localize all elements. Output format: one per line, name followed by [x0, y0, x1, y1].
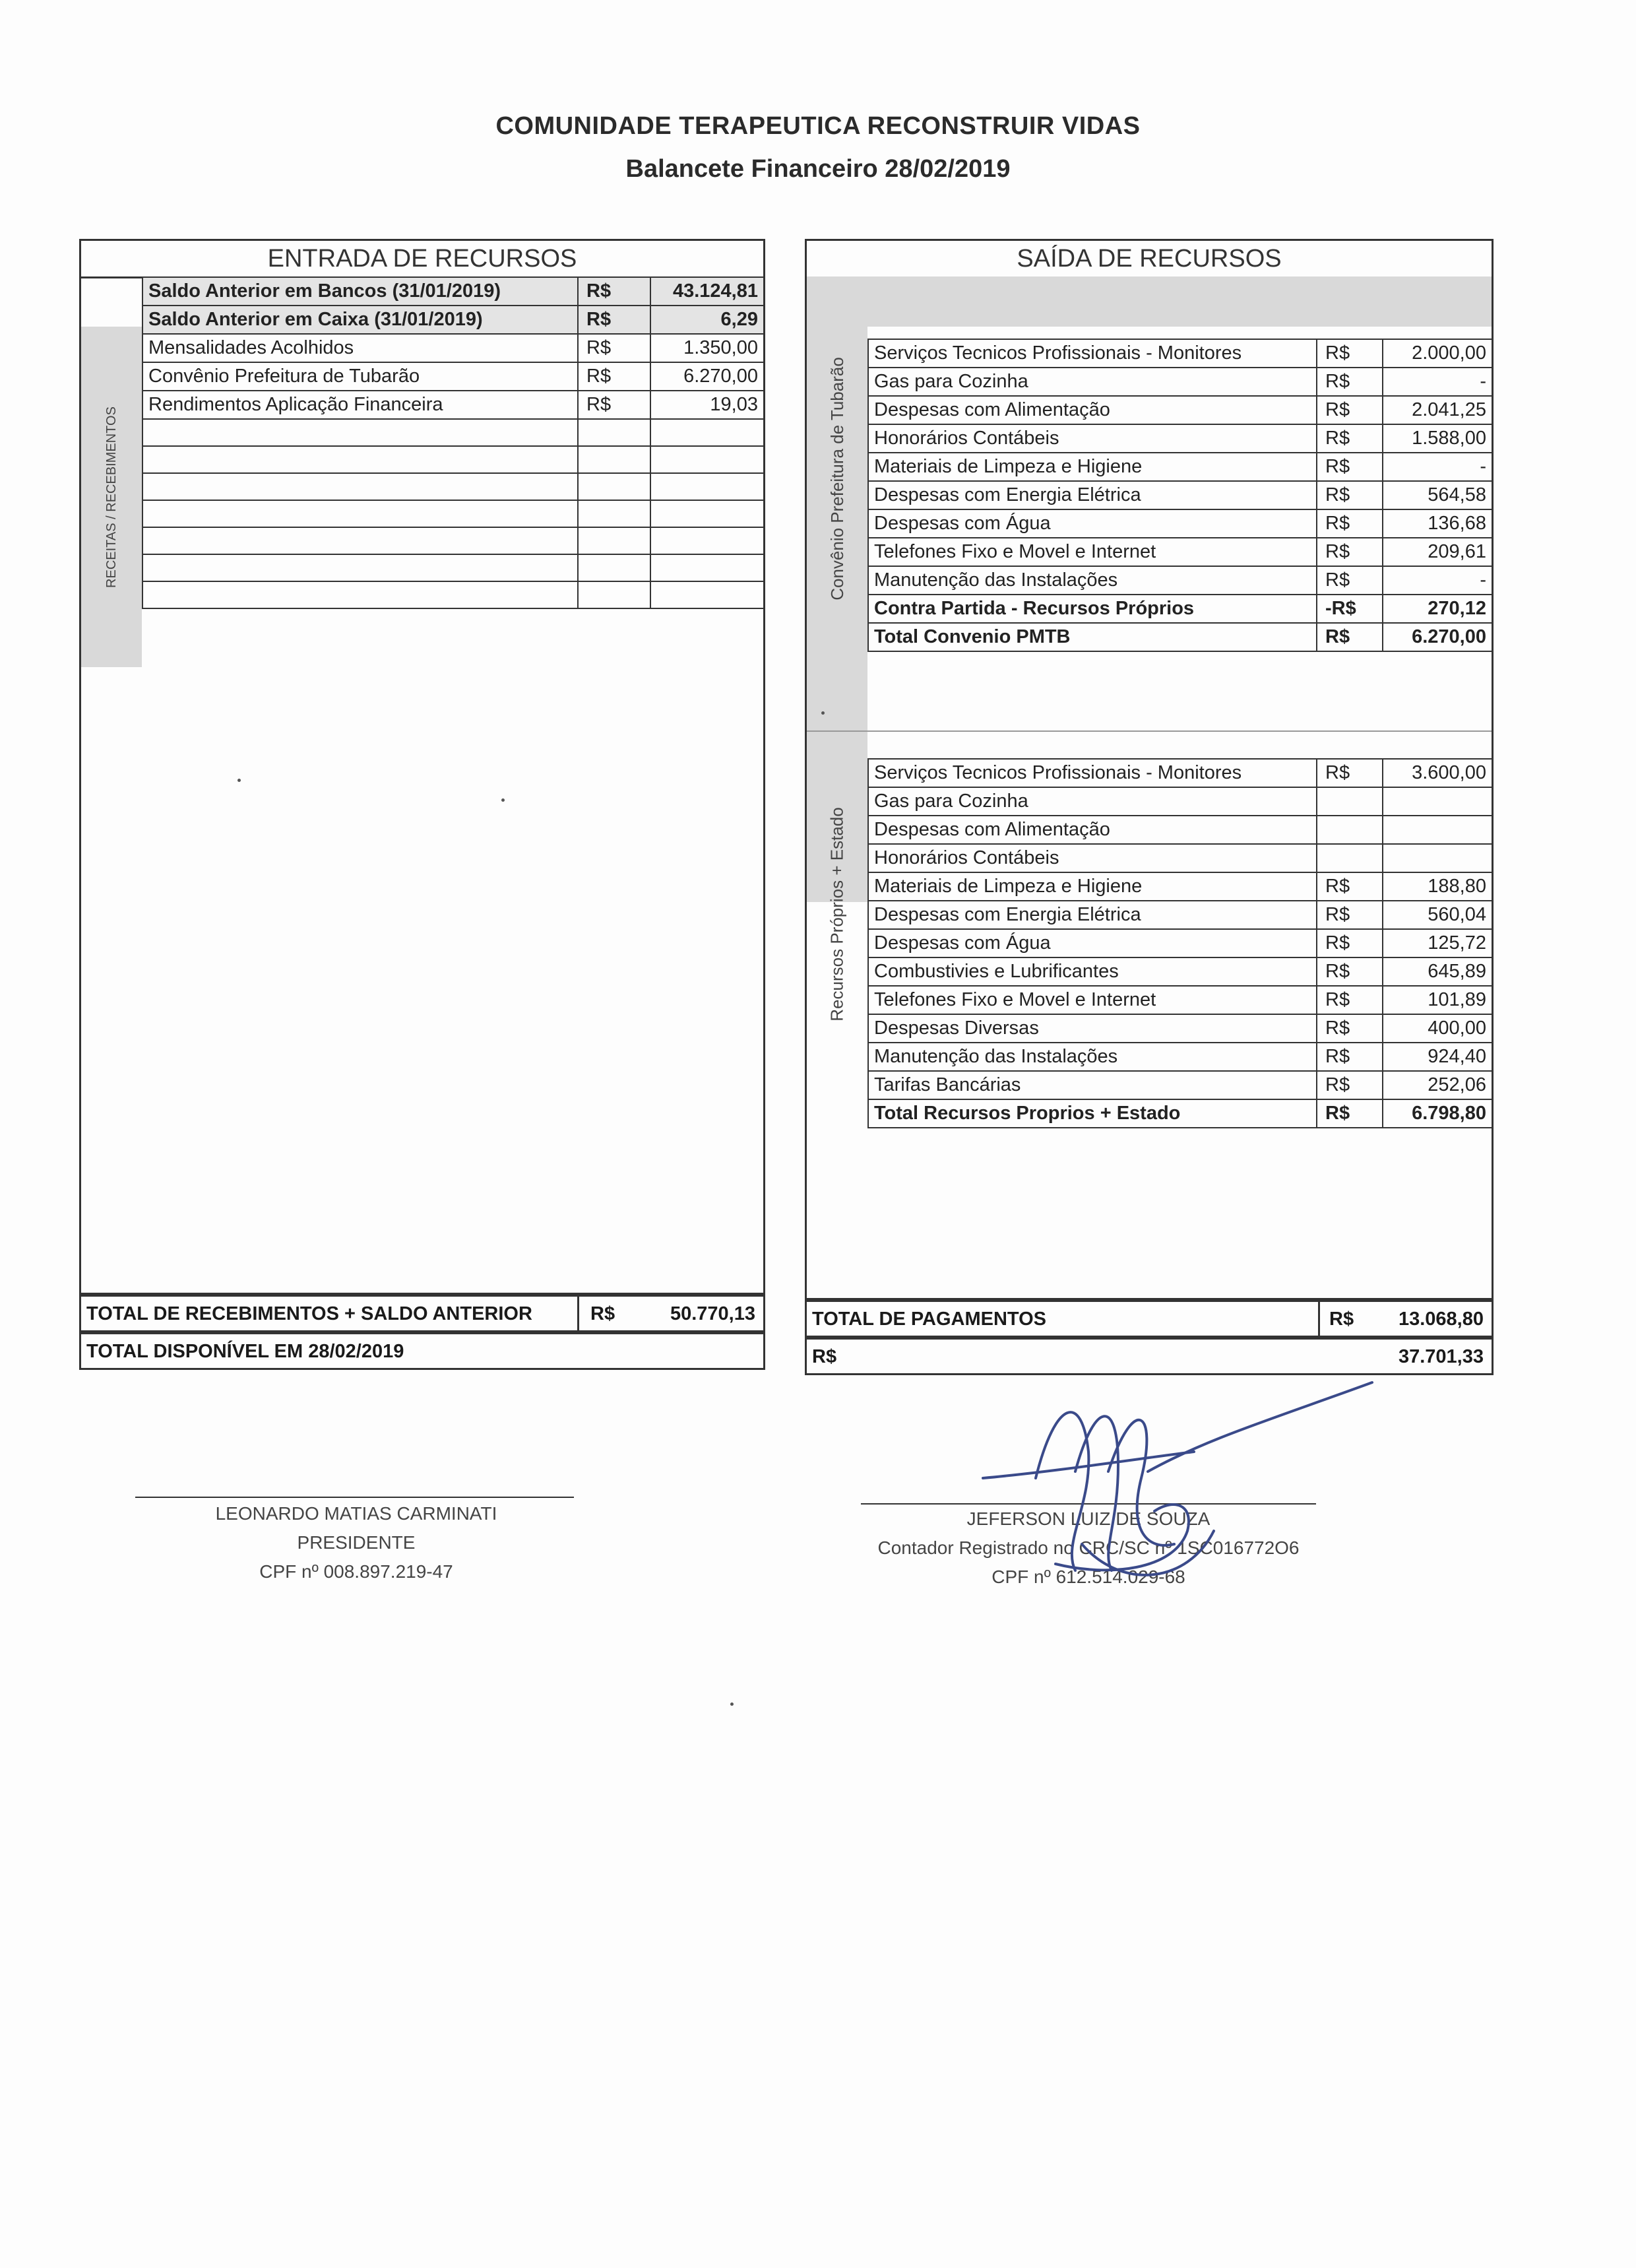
row-value: 2.041,25	[1383, 396, 1492, 424]
table-row	[868, 986, 1492, 1014]
row-value: 136,68	[1383, 509, 1492, 538]
empty-row	[142, 446, 764, 473]
scan-speck	[821, 711, 825, 715]
row-currency: R$	[1317, 339, 1383, 368]
saldo-value: 37.701,33	[1398, 1346, 1484, 1367]
total-pagamentos-box	[805, 1300, 1494, 1338]
row-value	[1383, 844, 1492, 872]
row-label: Total Recursos Proprios + Estado	[868, 1099, 1317, 1128]
row-value: 564,58	[1383, 481, 1492, 509]
row-currency: R$	[1317, 1014, 1383, 1043]
row-label: Serviços Tecnicos Profissionais - Monitores	[868, 339, 1317, 368]
row-value: 924,40	[1383, 1043, 1492, 1071]
row-value: 400,00	[1383, 1014, 1492, 1043]
row-value: 188,80	[1383, 872, 1492, 901]
report-subtitle: Balancete Financeiro 28/02/2019	[625, 155, 1011, 183]
total-pagamentos-value: 13.068,80	[1398, 1309, 1484, 1330]
row-currency: R$	[1317, 901, 1383, 929]
row-label: Despesas com Água	[868, 929, 1317, 957]
row-label: Contra Partida - Recursos Próprios	[868, 595, 1317, 623]
row-currency: R$	[1317, 481, 1383, 509]
table-row	[868, 538, 1492, 566]
row-value: 560,04	[1383, 901, 1492, 929]
empty-cell	[650, 473, 764, 500]
table-row	[868, 929, 1492, 957]
row-label: Saldo Anterior em Bancos (31/01/2019)	[142, 277, 578, 306]
row-label: Honorários Contábeis	[868, 844, 1317, 872]
row-currency: R$	[1317, 986, 1383, 1014]
row-currency: R$	[1317, 424, 1383, 453]
row-label: Manutenção das Instalações	[868, 1043, 1317, 1071]
total-disponivel-box	[79, 1332, 765, 1370]
total-recebimentos-value: 50.770,13	[670, 1303, 755, 1324]
row-label: Gas para Cozinha	[868, 368, 1317, 396]
table-row	[868, 424, 1492, 453]
empty-cell	[650, 554, 764, 581]
table-row	[142, 362, 764, 391]
table-row	[868, 566, 1492, 595]
total-pagamentos-currency: R$	[1329, 1309, 1354, 1330]
row-currency	[1317, 787, 1383, 816]
row-label: Materiais de Limpeza e Higiene	[868, 453, 1317, 481]
table-row	[868, 1043, 1492, 1071]
empty-cell	[650, 527, 764, 554]
row-currency: R$	[578, 306, 650, 334]
row-label: Despesas com Energia Elétrica	[868, 481, 1317, 509]
signer-role: Contador Registrado no CRC/SC nº 1SC016772O6	[877, 1538, 1300, 1558]
row-currency	[1317, 816, 1383, 844]
saldo-box	[805, 1338, 1494, 1375]
signer-name: JEFERSON LUIZ DE SOUZA	[966, 1508, 1211, 1529]
row-currency: R$	[1317, 929, 1383, 957]
row-currency: -R$	[1317, 595, 1383, 623]
empty-row	[142, 554, 764, 581]
row-label: Serviços Tecnicos Profissionais - Monitores	[868, 759, 1317, 787]
signer-role: PRESIDENTE	[297, 1532, 416, 1553]
row-value: 645,89	[1383, 957, 1492, 986]
empty-row	[142, 419, 764, 446]
row-label: Rendimentos Aplicação Financeira	[142, 391, 578, 419]
table-row	[868, 368, 1492, 396]
scan-speck	[501, 798, 505, 802]
table-row	[868, 339, 1492, 368]
empty-cell	[142, 419, 578, 446]
scan-speck	[237, 779, 241, 782]
row-value: 6.270,00	[650, 362, 764, 391]
proprios-table	[867, 758, 1493, 1128]
row-label: Despesas com Água	[868, 509, 1317, 538]
table-row	[142, 277, 764, 306]
row-label: Mensalidades Acolhidos	[142, 334, 578, 362]
row-currency: R$	[1317, 368, 1383, 396]
empty-cell	[578, 554, 650, 581]
handwritten-signature-icon	[976, 1373, 1385, 1597]
empty-row	[142, 473, 764, 500]
row-currency: R$	[578, 277, 650, 306]
table-row	[142, 391, 764, 419]
divider	[577, 1297, 579, 1332]
empty-cell	[142, 581, 578, 608]
row-value: -	[1383, 453, 1492, 481]
row-value: 6,29	[650, 306, 764, 334]
row-value: 209,61	[1383, 538, 1492, 566]
table-row	[868, 872, 1492, 901]
row-currency: R$	[1317, 623, 1383, 651]
signature-block-left	[132, 1499, 581, 1586]
table-row	[868, 453, 1492, 481]
section-divider	[807, 730, 1492, 732]
row-currency	[1317, 844, 1383, 872]
table-row	[868, 759, 1492, 787]
table-row	[868, 1071, 1492, 1099]
table-row	[868, 957, 1492, 986]
row-label: Despesas com Alimentação	[868, 816, 1317, 844]
total-recebimentos-label: TOTAL DE RECEBIMENTOS + SALDO ANTERIOR	[86, 1303, 532, 1324]
table-row	[868, 1099, 1492, 1128]
empty-cell	[142, 446, 578, 473]
row-label: Tarifas Bancárias	[868, 1071, 1317, 1099]
table-row	[142, 334, 764, 362]
row-value: 270,12	[1383, 595, 1492, 623]
empty-cell	[650, 419, 764, 446]
empty-cell	[578, 446, 650, 473]
row-label: Total Convenio PMTB	[868, 623, 1317, 651]
row-currency: R$	[1317, 566, 1383, 595]
divider	[1318, 1302, 1320, 1338]
table-row	[868, 901, 1492, 929]
row-label: Saldo Anterior em Caixa (31/01/2019)	[142, 306, 578, 334]
row-currency: R$	[1317, 759, 1383, 787]
scan-speck	[730, 1702, 734, 1706]
empty-cell	[142, 500, 578, 527]
row-currency: R$	[1317, 1099, 1383, 1128]
row-value: 6.798,80	[1383, 1099, 1492, 1128]
row-label: Materiais de Limpeza e Higiene	[868, 872, 1317, 901]
empty-cell	[578, 527, 650, 554]
table-row	[868, 396, 1492, 424]
empty-cell	[142, 473, 578, 500]
row-label: Despesas Diversas	[868, 1014, 1317, 1043]
empty-row	[142, 500, 764, 527]
row-currency: R$	[1317, 538, 1383, 566]
entrada-side-label: RECEITAS / RECEBIMENTOS	[104, 406, 119, 588]
row-label: Combustivies e Lubrificantes	[868, 957, 1317, 986]
row-currency: R$	[578, 362, 650, 391]
table-row	[868, 623, 1492, 651]
row-label: Manutenção das Instalações	[868, 566, 1317, 595]
total-recebimentos-box	[79, 1295, 765, 1332]
signature-line-left	[135, 1497, 574, 1498]
empty-cell	[142, 527, 578, 554]
row-value: -	[1383, 566, 1492, 595]
empty-cell	[578, 419, 650, 446]
row-label: Despesas com Alimentação	[868, 396, 1317, 424]
total-pagamentos-label: TOTAL DE PAGAMENTOS	[812, 1309, 1047, 1330]
saida-panel	[805, 239, 1494, 1300]
row-value: 1.588,00	[1383, 424, 1492, 453]
signer-cpf: CPF nº 612.514.029-68	[991, 1567, 1185, 1587]
table-row	[868, 481, 1492, 509]
row-label: Telefones Fixo e Movel e Internet	[868, 986, 1317, 1014]
row-currency: R$	[1317, 872, 1383, 901]
entrada-title: ENTRADA DE RECURSOS	[81, 241, 763, 278]
table-row	[868, 816, 1492, 844]
row-value	[1383, 816, 1492, 844]
organization-name: COMUNIDADE TERAPEUTICA RECONSTRUIR VIDAS	[495, 112, 1141, 140]
row-currency: R$	[1317, 396, 1383, 424]
row-value: 43.124,81	[650, 277, 764, 306]
signer-cpf: CPF nº 008.897.219-47	[259, 1561, 453, 1582]
row-currency: R$	[1317, 509, 1383, 538]
empty-cell	[650, 500, 764, 527]
convenio-side-label: Convênio Prefeitura de Tubarão	[827, 356, 847, 600]
proprios-side-label: Recursos Próprios + Estado	[827, 806, 847, 1021]
empty-cell	[650, 446, 764, 473]
empty-cell	[650, 581, 764, 608]
empty-row	[142, 581, 764, 608]
row-currency: R$	[578, 334, 650, 362]
saldo-currency: R$	[812, 1346, 837, 1367]
row-label: Despesas com Energia Elétrica	[868, 901, 1317, 929]
empty-cell	[578, 473, 650, 500]
table-row	[868, 595, 1492, 623]
row-label: Honorários Contábeis	[868, 424, 1317, 453]
convenio-table	[867, 339, 1493, 652]
empty-cell	[578, 500, 650, 527]
saida-title: SAÍDA DE RECURSOS	[807, 241, 1492, 278]
empty-cell	[578, 581, 650, 608]
row-value: 101,89	[1383, 986, 1492, 1014]
row-value: 3.600,00	[1383, 759, 1492, 787]
row-label: Convênio Prefeitura de Tubarão	[142, 362, 578, 391]
table-row	[868, 1014, 1492, 1043]
table-row	[868, 844, 1492, 872]
table-row	[868, 787, 1492, 816]
entrada-panel	[79, 239, 765, 1295]
table-row	[142, 306, 764, 334]
empty-row	[142, 527, 764, 554]
signer-name: LEONARDO MATIAS CARMINATI	[215, 1503, 497, 1524]
total-recebimentos-currency: R$	[590, 1303, 615, 1324]
saida-top-band	[807, 276, 1492, 327]
row-value: 6.270,00	[1383, 623, 1492, 651]
row-value: 252,06	[1383, 1071, 1492, 1099]
empty-cell	[142, 554, 578, 581]
table-row	[868, 509, 1492, 538]
row-value: 2.000,00	[1383, 339, 1492, 368]
row-value	[1383, 787, 1492, 816]
row-currency: R$	[1317, 1071, 1383, 1099]
entrada-table	[142, 276, 765, 609]
row-currency: R$	[1317, 1043, 1383, 1071]
document-header	[0, 112, 1636, 183]
row-label: Gas para Cozinha	[868, 787, 1317, 816]
row-value: -	[1383, 368, 1492, 396]
row-currency: R$	[1317, 453, 1383, 481]
row-value: 125,72	[1383, 929, 1492, 957]
row-value: 19,03	[650, 391, 764, 419]
row-label: Telefones Fixo e Movel e Internet	[868, 538, 1317, 566]
row-currency: R$	[1317, 957, 1383, 986]
row-value: 1.350,00	[650, 334, 764, 362]
total-disponivel-label: TOTAL DISPONÍVEL EM 28/02/2019	[86, 1341, 404, 1362]
row-currency: R$	[578, 391, 650, 419]
